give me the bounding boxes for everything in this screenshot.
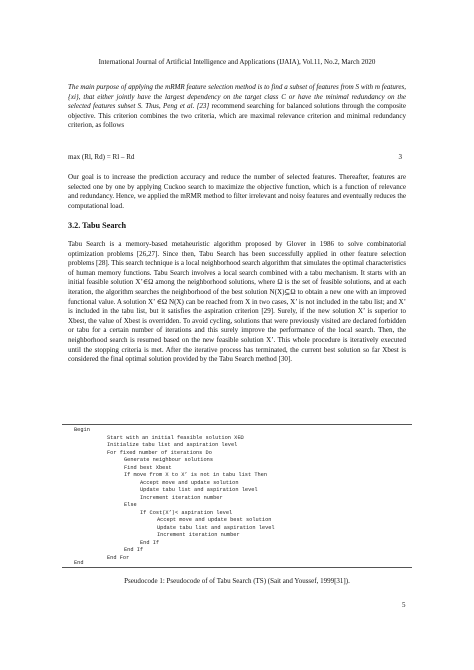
code-line: Accept move and update best solution	[157, 517, 272, 523]
code-line: Increment iteration number	[140, 494, 223, 501]
pseudocode-caption: Pseudocode 1: Pseudocode of of Tabu Search (TS) (Sait and Youssef, 1999[31]).	[124, 577, 350, 585]
code-line: Generate neighbour solutions	[124, 457, 214, 463]
code-line: Update tabu list and aspiration level	[140, 487, 258, 493]
code-line: Start with an initial feasible solution X∈Ω	[107, 434, 244, 441]
code-line: End If	[140, 539, 160, 546]
paragraph-normal-part: recommend searching for balanced solutions through the composite objective. This criterion combines the two criteria, which are maximal relevance criterion and minimal redundancy criterion, as follows	[68, 102, 406, 130]
equation-text: max (Rl, Rd) = Rl – Rd	[68, 153, 135, 161]
code-line: Begin	[74, 427, 90, 433]
equation-3	[68, 153, 406, 163]
page-number: 5	[402, 601, 406, 609]
paragraph-tabu-search: Tabu Search is a memory-based metaheuristic algorithm proposed by Glover in 1986 to solve combinatorial optimization problems [26,27]. Since then, Tabu Search has been successfully applied in other feature selection problems [28]. This search technique is a local neighborhood search algorithm that simulates the optimal characteristics of human memory functions. Tabu Search involves a local search combined with a tabu mechanism. It starts with an initial feasible solution X’∈Ω among the neighborhood solutions, where Ω is the set of feasible solutions, and at each iteration, the algorithm searches the neighborhood of the best solution N(X)⊆Ω to obtain a new one with an improved functional value. A solution X’ ∈Ω N(X) can be reached from X in two cases, X’ is not included in the tabu list; and X’ is included in the tabu list, but it satisfies the aspiration criterion [29]. Surely, if the new solution X’ is superior to Xbest, the value of Xbest is overridden. To avoid cycling, solutions that were previously visited are declared forbidden or tabu for a certain number of iterations and this surely improve the performance of the local search. Then, the neighborhood search is resumed based on the new feasible solution X’. This whole procedure is iteratively executed until the stopping criteria is met. After the iterative process has terminated, the current best solution so far Xbest is considered the final optimal solution provided by the Tabu Search method [30].	[68, 240, 406, 364]
section-title: 3.2. Tabu Search	[68, 221, 127, 230]
code-line: End If	[124, 547, 144, 553]
code-line: Update tabu list and aspiration level	[157, 524, 275, 531]
paragraph-italic-part: The main purpose of applying the mRMR feature selection method is to find a subset of features from S with m features, {xi}, that either jointly have the largest dependency on the target class C or have the minimal redundancy on the selected features subset S. Thus, Peng et al. [23]	[68, 83, 406, 111]
code-line: Increment iteration number	[157, 532, 240, 538]
running-header: International Journal of Artificial Intelligence and Applications (IJAIA), Vol.11, No.2, March 2020	[98, 58, 376, 66]
equation-number: 3	[398, 153, 402, 161]
code-line: End For	[107, 554, 130, 561]
paragraph-mrmr-purpose	[68, 83, 406, 131]
code-line: End	[74, 560, 84, 566]
code-line: If Cost(X’)< aspiration level	[140, 509, 233, 516]
code-line: If move from X to X’ is not in tabu list Then	[124, 472, 268, 478]
code-line: Else	[124, 502, 137, 508]
code-line: Accept move and update solution	[140, 479, 239, 486]
code-line: Initialize tabu list and aspiration level	[107, 442, 238, 448]
paragraph-goal: Our goal is to increase the prediction accuracy and reduce the number of selected features. Thereafter, features are selected one by one by applying Cuckoo search to maximize the objective function, which is a function of relevance and redundancy. Hence, we applied the mRMR method to filter irrelevant and noisy features and eventually reduces the computational load.	[68, 173, 406, 210]
code-line: For fixed number of iterations Do	[107, 449, 212, 456]
pseudocode-block	[62, 424, 412, 568]
code-line: Find best Xbest	[124, 464, 172, 471]
